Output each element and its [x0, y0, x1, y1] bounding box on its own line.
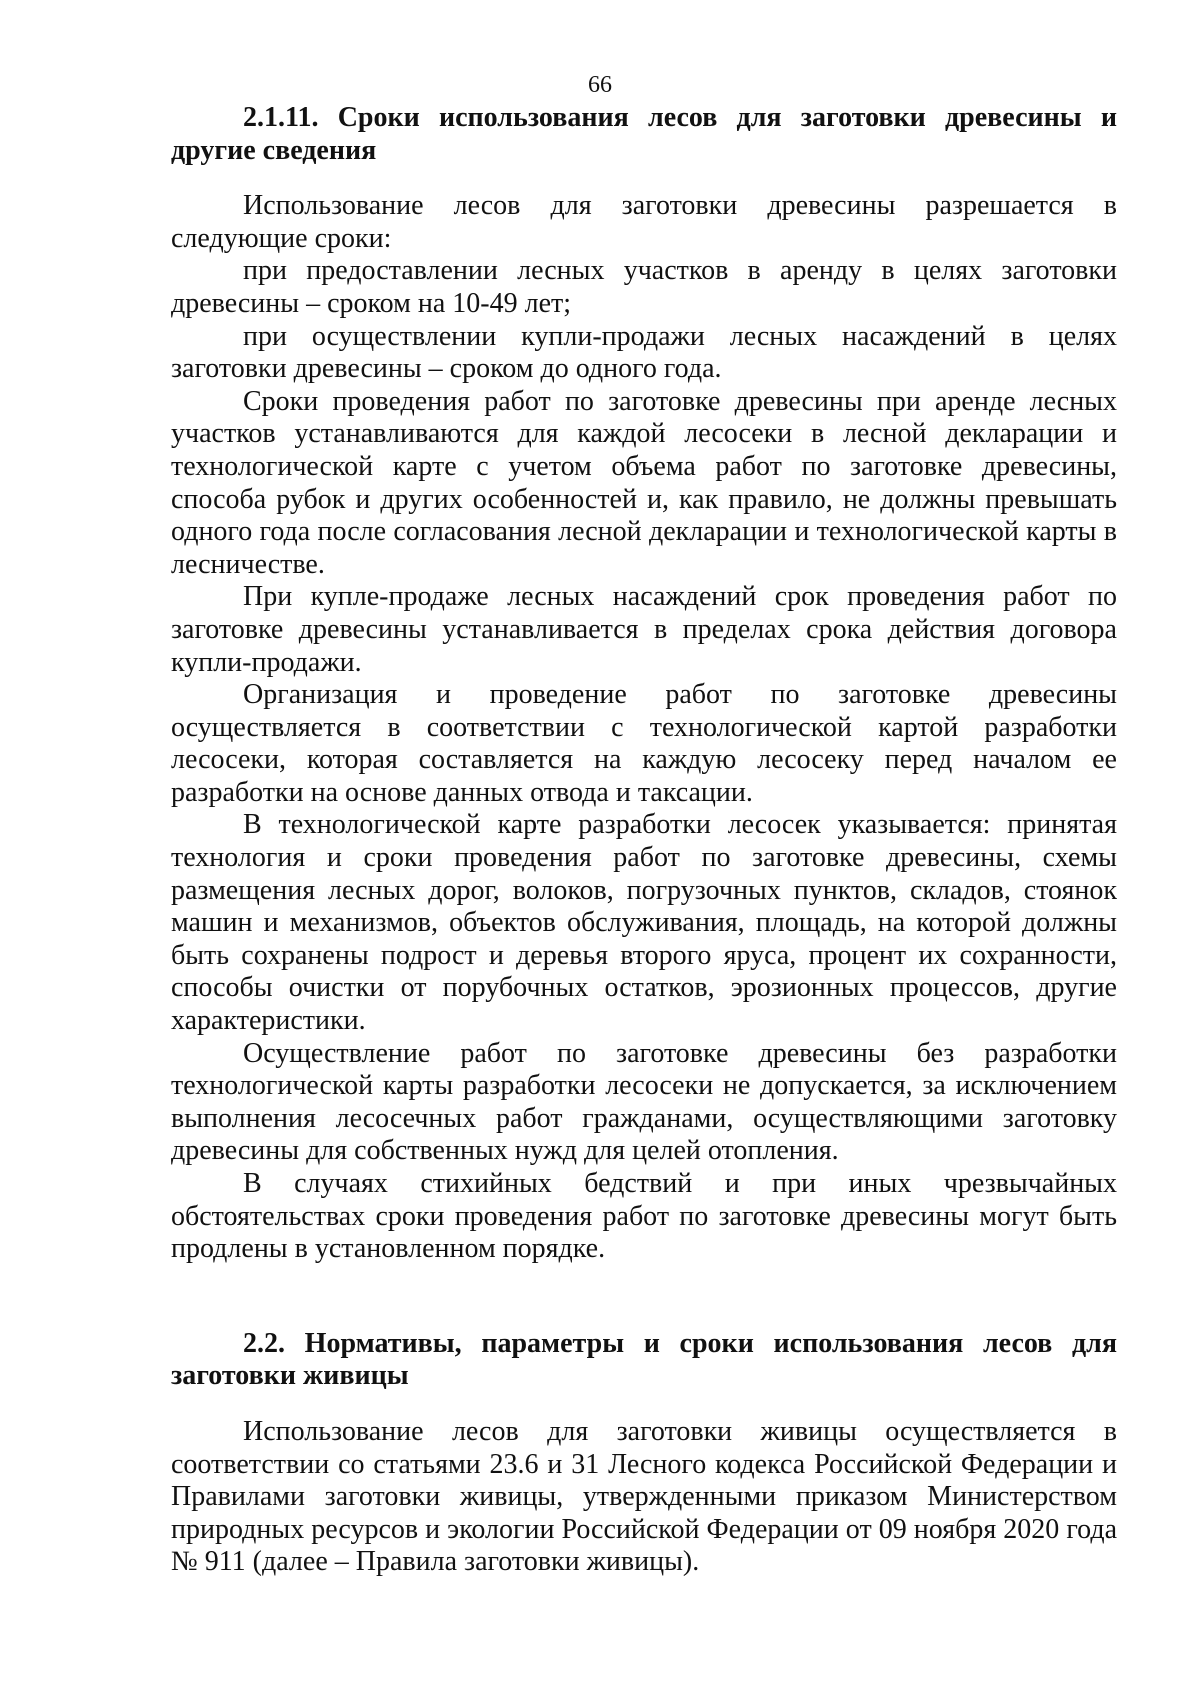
paragraph: Сроки проведения работ по заготовке древесины при аренде лесных участков устанавливаются для каждой лесосеки в лесной декларации и технологической карте с учетом объема работ по заготовке древесины, способа рубок и других особенностей и, как правило, не должны превышать одного года после согласования лесной декларации и технологической карты в лесничестве. — [171, 385, 1117, 580]
paragraph: В случаях стихийных бедствий и при иных чрезвычайных обстоятельствах сроки проведения работ по заготовке древесины могут быть продлены в установленном порядке. — [171, 1168, 1117, 1265]
paragraph: Использование лесов для заготовки живицы осуществляется в соответствии со статьями 23.6 и 31 Лесного кодекса Российской Федерации и Правилами заготовки живицы, утвержденными приказом Министерством природных ресурсов и экологии Российской Федерации от 09 ноября 2020 года № 911 (далее – Правила заготовки живицы). — [171, 1415, 1117, 1578]
paragraph: Осуществление работ по заготовке древесины без разработки технологической карты разработки лесосеки не допускается, за исключением выполнения лесосечных работ гражданами, осуществляющими заготовку древесины для собственных нужд для целей отопления. — [171, 1037, 1117, 1167]
paragraph: Использование лесов для заготовки древесины разрешается в следующие сроки: — [171, 190, 1117, 254]
section-heading-2-2: 2.2. Нормативы, параметры и сроки использования лесов для заготовки живицы — [171, 1327, 1117, 1392]
paragraph: В технологической карте разработки лесосек указывается: принятая технология и сроки проведения работ по заготовке древесины, схемы размещения лесных дорог, волоков, погрузочных пунктов, складов, стоянок машин и механизмов, объектов обслуживания, площадь, на которой должны быть сохранены подрост и деревья второго яруса, процент их сохранности, способы очистки от порубочных остатков, эрозионных процессов, другие характеристики. — [171, 809, 1117, 1037]
spacer — [171, 167, 1117, 190]
document-body — [171, 102, 1117, 1579]
paragraph: При купле-продаже лесных насаждений срок проведения работ по заготовке древесины устанавливается в пределах срока действия договора купли-продажи. — [171, 581, 1117, 678]
section-heading-2-1-11: 2.1.11. Сроки использования лесов для заготовки древесины и другие сведения — [171, 102, 1117, 166]
paragraph: при осуществлении купли-продажи лесных насаждений в целях заготовки древесины – сроком до одного года. — [171, 320, 1117, 385]
paragraph: Организация и проведение работ по заготовке древесины осуществляется в соответствии с технологической картой разработки лесосеки, которая составляется на каждую лесосеку перед началом ее разработки на основе данных отвода и таксации. — [171, 679, 1117, 808]
page-number: 66 — [588, 72, 612, 98]
spacer — [171, 1266, 1117, 1328]
spacer — [171, 1393, 1117, 1416]
paragraph: при предоставлении лесных участков в аренду в целях заготовки древесины – сроком на 10-49 лет; — [171, 255, 1117, 319]
